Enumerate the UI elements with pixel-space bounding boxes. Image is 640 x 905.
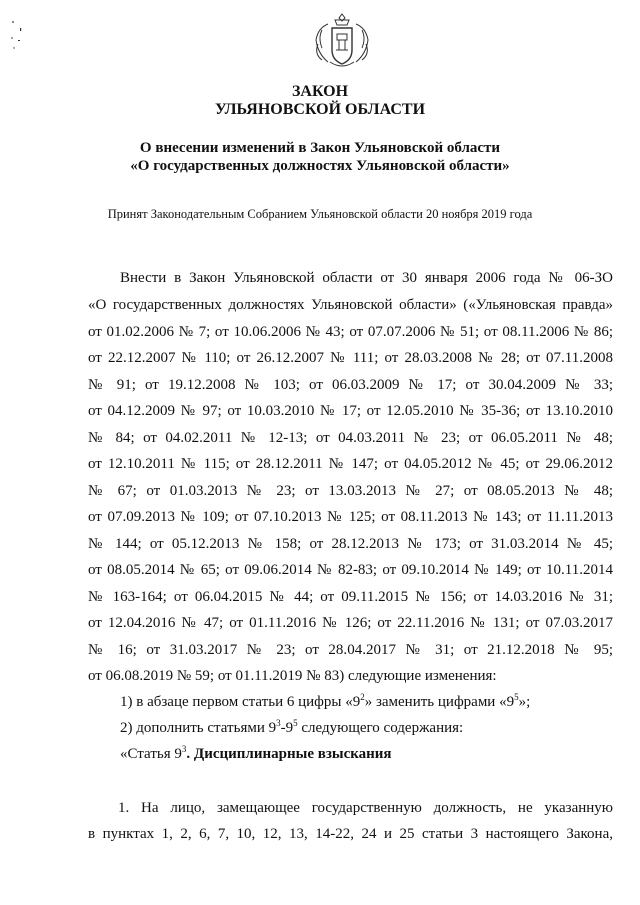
intro-line: от 07.09.2013 № 109; от 07.10.2013 № 125; от 08.11.2013 № 143; от 11.11.2013	[88, 509, 613, 525]
item-2-text-c: следующего содержания:	[297, 720, 464, 736]
coat-of-arms-emblem	[308, 10, 376, 72]
intro-line: № 84; от 04.02.2011 № 12-13; от 04.03.2011 № 23; от 06.05.2011 № 48;	[88, 430, 613, 446]
change-item-2	[120, 715, 613, 741]
article-paragraph-line: в пунктах 1, 2, 6, 7, 10, 12, 13, 14-22, 24 и 25 статьи 3 настоящего Закона,	[88, 826, 613, 842]
intro-line: № 144; от 05.12.2013 № 158; от 28.12.2013 № 173; от 31.03.2014 № 45;	[88, 536, 613, 552]
intro-line: от 06.08.2019 № 59; от 01.11.2019 № 83) следующие изменения:	[88, 668, 497, 684]
intro-line: № 16; от 31.03.2017 № 23; от 28.04.2017 № 31; от 21.12.2018 № 95;	[88, 642, 613, 658]
doc-type-heading: ЗАКОН	[291, 83, 349, 100]
adoption-note: Принят Законодательным Собранием Ульяновской области 20 ноября 2019 года	[107, 207, 533, 221]
intro-line: от 01.02.2006 № 7; от 10.06.2006 № 43; от 07.07.2006 № 51; от 08.11.2006 № 86;	[88, 324, 613, 340]
intro-line: от 22.12.2007 № 110; от 26.12.2007 № 111; от 28.03.2008 № 28; от 07.11.2008	[88, 350, 613, 366]
intro-line: от 04.12.2009 № 97; от 10.03.2010 № 17; от 12.05.2010 № 35-36; от 13.10.2010	[88, 403, 613, 419]
intro-line: № 91; от 19.12.2008 № 103; от 06.03.2009 № 17; от 30.04.2009 № 33;	[88, 377, 613, 393]
item-2-text-a: 2) дополнить статьями 9	[120, 720, 277, 736]
item-1-superscript-a: 2	[360, 692, 365, 702]
change-item-1	[120, 689, 613, 715]
item-2-superscript-a: 3	[276, 718, 281, 728]
item-1-text-b: » заменить цифрами «9	[364, 694, 515, 710]
scan-marks	[8, 18, 28, 58]
item-2-text-b: -9	[280, 720, 294, 736]
intro-line: Внести в Закон Ульяновской области от 30 января 2006 года № 06-ЗО	[120, 270, 613, 286]
article-heading	[120, 741, 613, 767]
item-2-superscript-b: 5	[293, 718, 298, 728]
intro-line: от 12.10.2011 № 115; от 28.12.2011 № 147; от 04.05.2012 № 45; от 29.06.2012	[88, 456, 613, 472]
region-heading: УЛЬЯНОВСКОЙ ОБЛАСТИ	[214, 101, 426, 118]
intro-line: № 163-164; от 06.04.2015 № 44; от 09.11.2015 № 156; от 14.03.2016 № 31;	[88, 589, 613, 605]
intro-line: от 12.04.2016 № 47; от 01.11.2016 № 126; от 22.11.2016 № 131; от 07.03.2017	[88, 615, 613, 631]
item-1-superscript-b: 5	[514, 692, 519, 702]
item-1-text-c: »;	[518, 694, 531, 710]
intro-line: № 67; от 01.03.2013 № 23; от 13.03.2013 № 27; от 08.05.2013 № 48;	[88, 483, 613, 499]
article-open: «Статья 9	[120, 746, 182, 762]
article-superscript: 3	[181, 744, 187, 754]
item-1-text-a: 1) в абзаце первом статьи 6 цифры «9	[120, 694, 361, 710]
article-paragraph-line: 1. На лицо, замещающее государственную должность, не указанную	[118, 800, 613, 816]
intro-line: от 08.05.2014 № 65; от 09.06.2014 № 82-83; от 09.10.2014 № 149; от 10.11.2014	[88, 562, 613, 578]
law-subject-line-2: «О государственных должностях Ульяновской области»	[130, 158, 510, 174]
intro-line: «О государственных должностях Ульяновской области» («Ульяновская правда»	[88, 297, 613, 313]
article-title: . Дисциплинарные взыскания	[186, 746, 392, 762]
law-subject-line-1: О внесении изменений в Закон Ульяновской области	[139, 140, 501, 156]
